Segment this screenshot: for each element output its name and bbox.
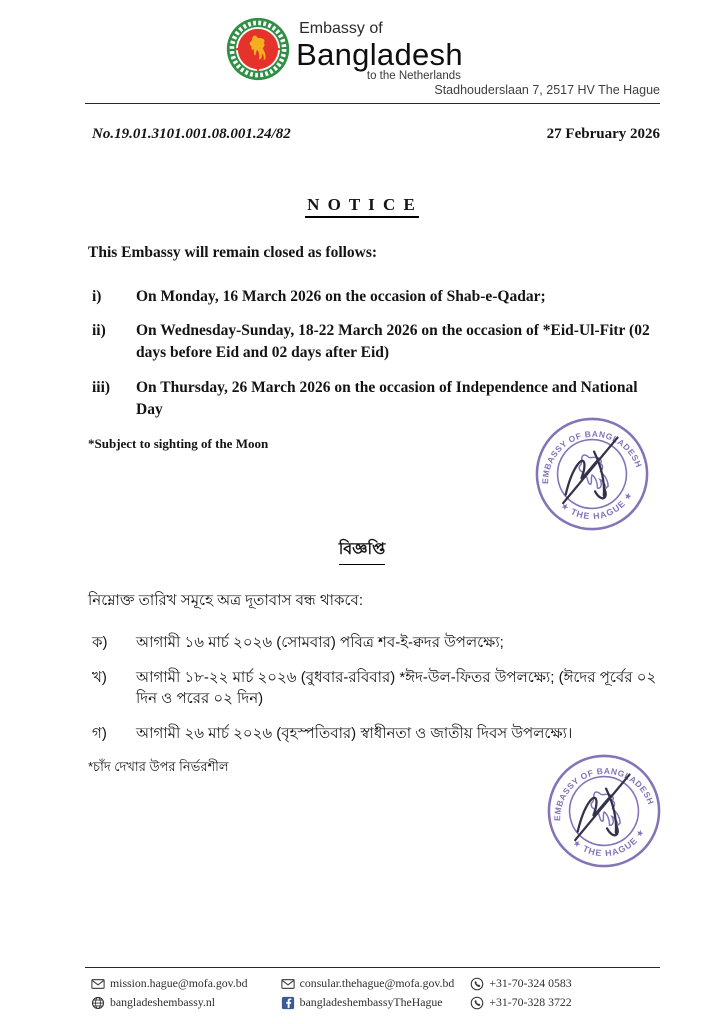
document-date: 27 February 2026 [546,125,660,142]
embassy-round-stamp [536,743,673,880]
contact-row [281,976,471,991]
embassy-round-stamp [524,406,661,543]
list-item-text: On Wednesday-Sunday, 18-22 March 2026 on the occasion of *Eid-Ul-Fitr (02 days before Eid and 02 days after Eid) [136,321,650,362]
footer-divider [85,967,660,968]
contact-footer [85,967,660,1014]
header-divider [85,103,660,104]
notice-intro-en: This Embassy will remain closed as follows: [88,243,378,261]
contact-row [281,995,471,1010]
list-item-text: আগামী ২৬ মার্চ ২০২৬ (বৃহস্পতিবার) স্বাধীনতা ও জাতীয় দিবস উপলক্ষ্যে। [136,725,573,743]
notice-title-en: N O T I C E [305,195,419,218]
stamp-bottom-text: ★ THE HAGUE ★ [558,489,635,522]
list-item-text: আগামী ১৮-২২ মার্চ ২০২৬ (বুধবার-রবিবার) *ঈদ-উল-ফিতর উপলক্ষ্যে; (ঈদের পূর্বের ০২ দিন ও পরের ০২ দিন) [136,668,657,708]
list-item-text: On Thursday, 26 March 2026 on the occasion of Independence and National Day [136,378,638,419]
list-item-text: আগামী ১৬ মার্চ ২০২৬ (সোমবার) পবিত্র শব-ই-ক্বদর উপলক্ষ্যে; [136,633,504,651]
list-item-marker: ii) [92,321,106,339]
list-item [92,723,660,745]
org-name-block [296,16,463,83]
contact-text: +31-70-328 3722 [489,995,572,1009]
list-item [92,286,660,308]
facebook-icon [281,996,295,1010]
org-name-line2: Bangladesh [296,37,463,72]
contact-row [91,995,281,1010]
list-item [92,667,660,711]
closure-list-en [92,286,660,422]
stamp-bottom-text: ★ THE HAGUE ★ [570,826,647,859]
contact-text: +31-70-324 0583 [489,976,572,990]
contact-text: bangladeshembassyTheHague [299,995,443,1009]
contact-text: mission.hague@mofa.gov.bd [110,976,248,990]
list-item-marker: iii) [92,378,111,396]
list-item [92,320,660,365]
reference-number: No.19.01.3101.001.08.001.24/82 [92,125,291,142]
stamp-top-text: EMBASSY OF BANGLADESH [552,765,657,822]
phone-icon [470,977,484,991]
list-item-marker: ক) [92,633,108,651]
contact-text: bangladeshembassy.nl [110,995,216,1009]
org-name-line3: to the Netherlands [366,70,461,82]
envelope-icon [281,977,295,991]
phone-icon [470,996,484,1010]
moon-footnote-en: *Subject to sighting of the Moon [88,435,269,451]
notice-title-bn: বিজ্ঞপ্তি [339,536,386,565]
bangladesh-government-seal-logo [225,16,291,82]
letterhead [0,0,706,83]
list-item-marker: খ) [92,668,107,686]
list-item [92,377,660,422]
contact-text: consular.thehague@mofa.gov.bd [299,976,455,990]
stamp-top-text: EMBASSY OF BANGLADESH [540,428,645,485]
list-item-marker: i) [92,287,102,305]
footer-column [281,976,471,1014]
closure-list-bn [92,632,660,745]
moon-footnote-bn: *চাঁদ দেখার উপর নির্ভরশীল [88,758,229,774]
footer-column [91,976,281,1014]
envelope-icon [91,977,105,991]
list-item-marker: গ) [92,725,107,743]
contact-row [91,976,281,991]
embassy-address: Stadhouderslaan 7, 2517 HV The Hague [434,82,660,97]
list-item [92,632,660,654]
contact-row [470,995,660,1010]
contact-row [470,976,660,991]
list-item-text: On Monday, 16 March 2026 on the occasion of Shab-e-Qadar; [136,287,546,305]
notice-intro-bn: নিম্নোক্ত তারিখ সমূহে অত্র দূতাবাস বন্ধ থাকবে: [88,591,364,609]
org-name-line1: Embassy of [299,20,383,37]
svg-text:EMBASSY OF BANGLADESH [532,420,644,485]
globe-icon [91,996,105,1010]
footer-column [470,976,660,1014]
svg-text:EMBASSY OF BANGLADESH [544,757,656,822]
reference-row [92,126,660,143]
